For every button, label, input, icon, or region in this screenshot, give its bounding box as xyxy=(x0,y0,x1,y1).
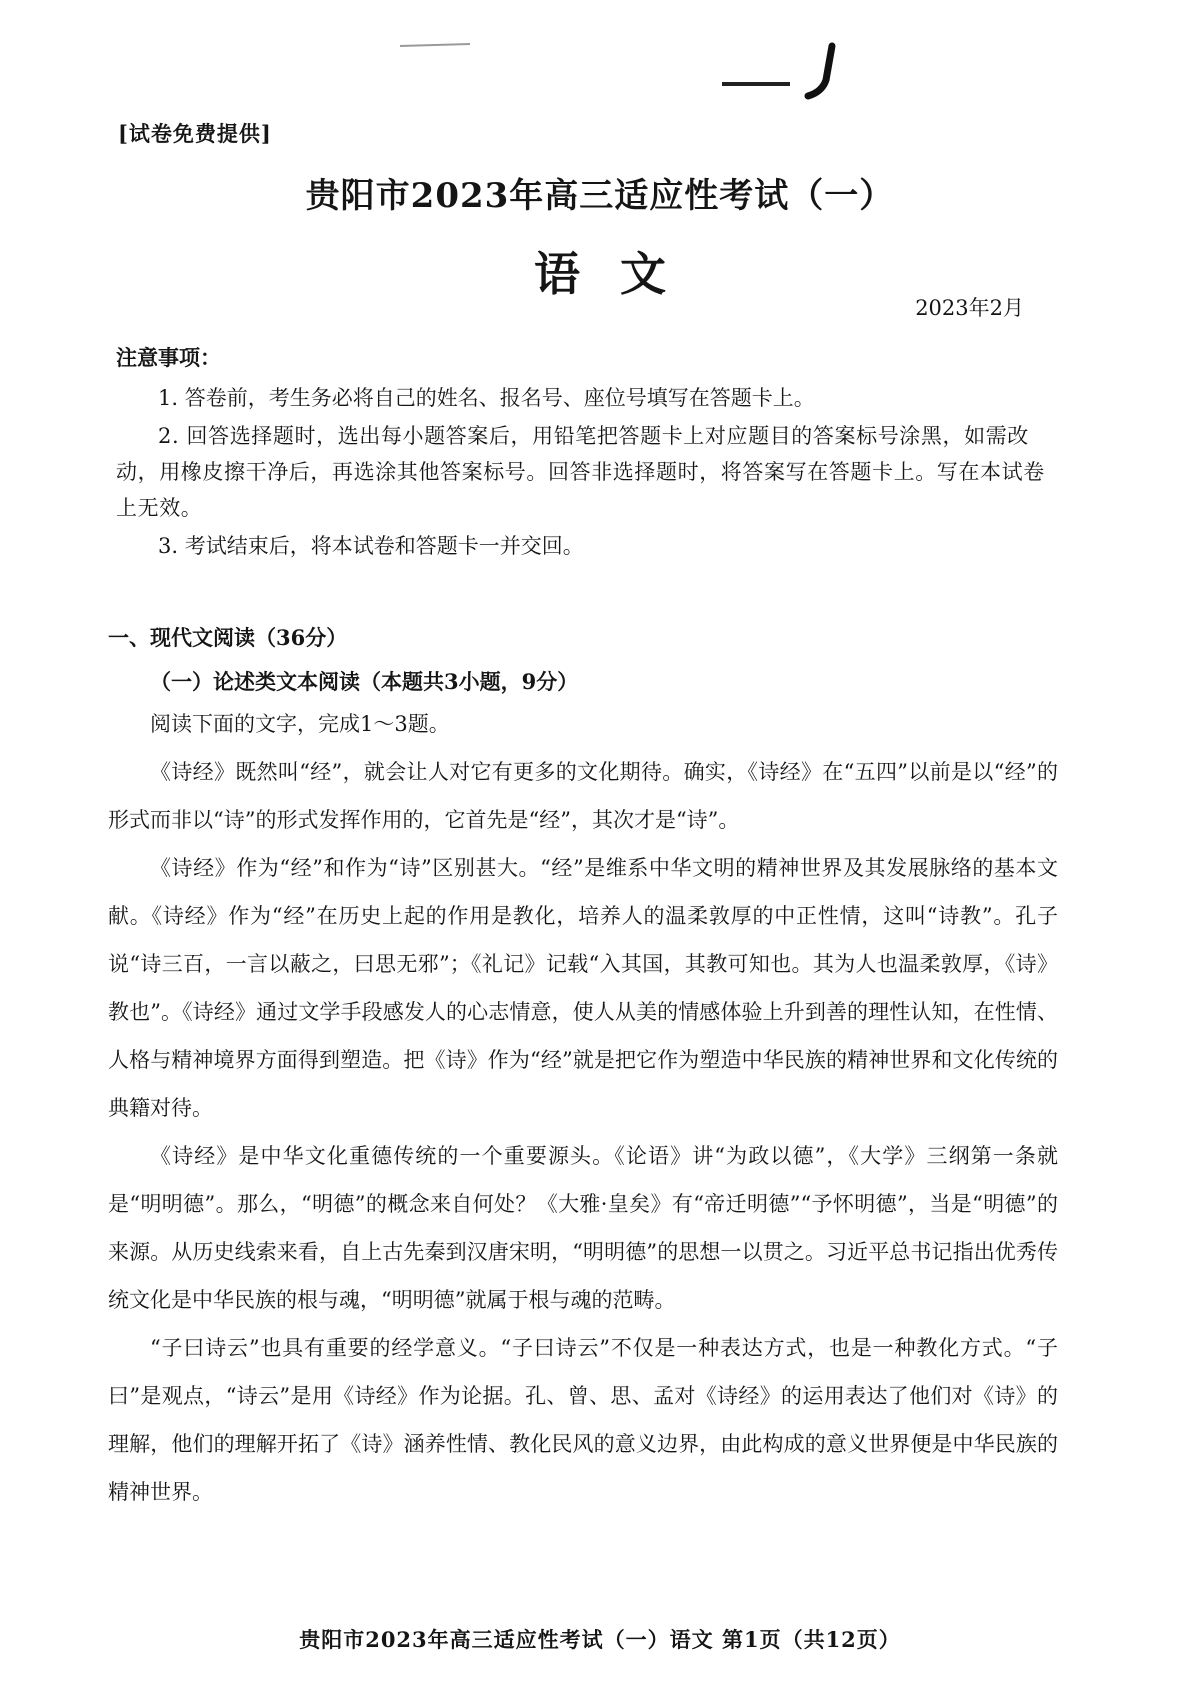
passage-paragraph-1: 《诗经》既然叫“经”，就会让人对它有更多的文化期待。确实，《诗经》在“五四”以前是以“经”的形式而非以“诗”的形式发挥作用的，它首先是“经”，其次才是“诗”。 xyxy=(108,760,1058,832)
notice-block xyxy=(116,340,1056,566)
passage-paragraph-2: 《诗经》作为“经”和作为“诗”区别甚大。“经”是维系中华文明的精神世界及其发展脉络的基本文献。《诗经》作为“经”在历史上起的作用是教化，培养人的温柔敦厚的中正性情，这叫“诗教”。孔子说“诗三百，一言以蔽之，曰思无邪”；《礼记》记载“入其国，其教可知也。其为人也温柔敦厚，《诗》教也”。《诗经》通过文学手段感发人的心志情意，使人从美的情感体验上升到善的理性认知，在性情、人格与精神境界方面得到塑造。把《诗》作为“经”就是把它作为塑造中华民族的精神世界和文化传统的典籍对待。 xyxy=(108,856,1058,1120)
passage-body xyxy=(108,748,1058,1516)
reading-section xyxy=(108,622,1058,1516)
notice-item-1: 1. 答卷前，考生务必将自己的姓名、报名号、座位号填写在答题卡上。 xyxy=(158,386,815,410)
free-provided-tag: [试卷免费提供] xyxy=(118,121,272,146)
subsection-title: （一）论述类文本阅读（本题共3小题，9分） xyxy=(150,669,579,694)
notice-item-3: 3. 考试结束后，将本试卷和答题卡一并交回。 xyxy=(158,534,584,558)
subject-title: 语文 xyxy=(534,247,706,301)
section-title: 一、现代文阅读（36分） xyxy=(108,625,348,650)
exam-title: 贵阳市2023年高三适应性考试（一） xyxy=(305,176,895,216)
scan-artifact-marks xyxy=(0,0,1200,120)
passage-paragraph-4: “子曰诗云”也具有重要的经学意义。“子曰诗云”不仅是一种表达方式，也是一种教化方式。“子曰”是观点，“诗云”是用《诗经》作为论据。孔、曾、思、孟对《诗经》的运用表达了他们对《诗》的理解，他们的理解开拓了《诗》涵养性情、教化民风的意义边界，由此构成的意义世界便是中华民族的精神世界。 xyxy=(108,1336,1058,1504)
notice-item-2: 2. 回答选择题时，选出每小题答案后，用铅笔把答题卡上对应题目的答案标号涂黑，如需改动，用橡皮擦干净后，再选涂其他答案标号。回答非选择题时，将答案写在答题卡上。写在本试卷上无效。 xyxy=(116,424,1045,520)
passage-paragraph-3: 《诗经》是中华文化重德传统的一个重要源头。《论语》讲“为政以德”，《大学》三纲第一条就是“明明德”。那么，“明德”的概念来自何处？《大雅·皇矣》有“帝迁明德”“予怀明德”，当是“明德”的来源。从历史线索来看，自上古先秦到汉唐宋明，“明明德”的思想一以贯之。习近平总书记指出优秀传统文化是中华民族的根与魂，“明明德”就属于根与魂的范畴。 xyxy=(108,1144,1058,1312)
notice-heading: 注意事项： xyxy=(116,345,221,370)
exam-date: 2023年2月 xyxy=(915,296,1024,320)
reading-instruction: 阅读下面的文字，完成1～3题。 xyxy=(150,712,450,736)
page-footer: 贵阳市2023年高三适应性考试（一）语文 第1页（共12页） xyxy=(299,1627,901,1652)
